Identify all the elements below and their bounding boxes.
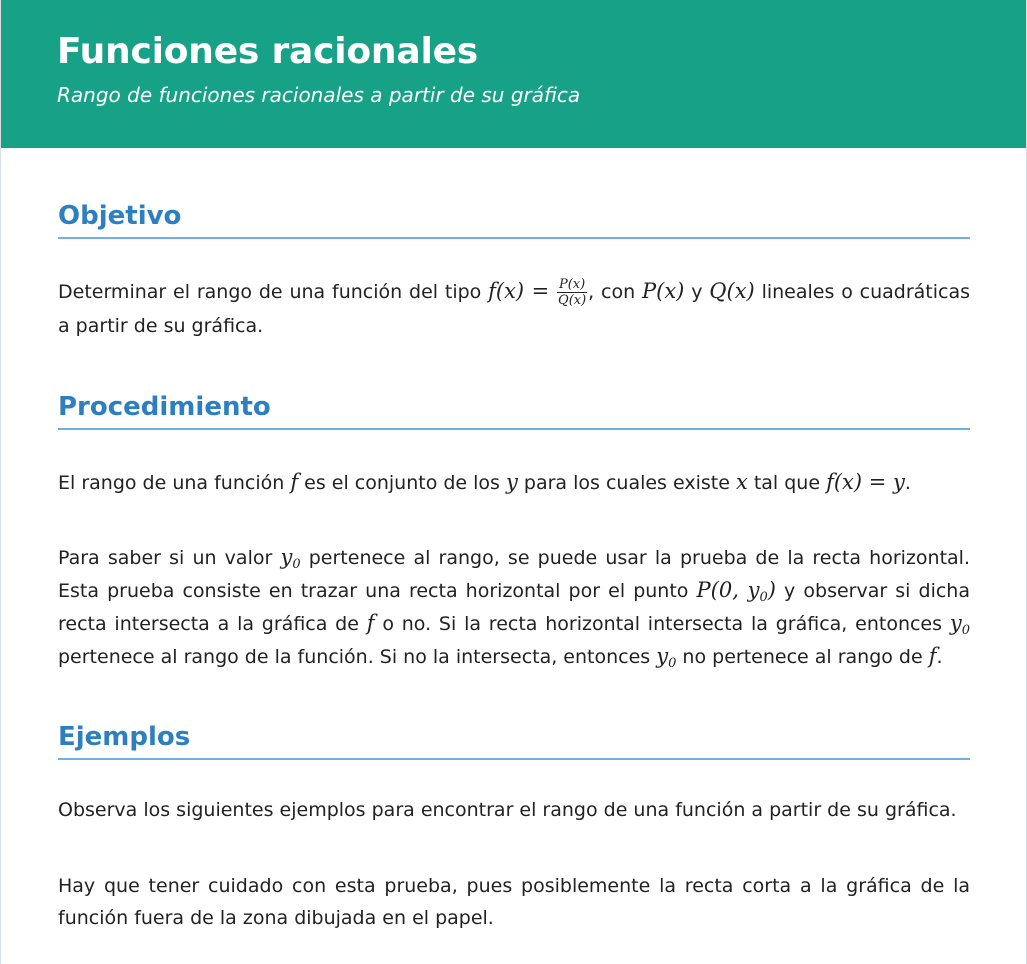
math-y0 (656, 644, 677, 671)
math-fx-equals-y: f(x) = y (826, 470, 905, 494)
page-subtitle: Rango de funciones racionales a partir de su gráfica (57, 83, 581, 107)
math-var: y (949, 611, 962, 635)
math-x: x (735, 470, 748, 494)
math-point (696, 578, 776, 605)
fraction-denominator: Q(x) (558, 293, 587, 308)
math-fx: f(x) = (488, 279, 550, 303)
text-span: pertenece al rango de la función. Si no la intersecta, entonces (58, 646, 657, 668)
text-span: . (936, 646, 943, 668)
section-heading-procedimiento: Procedimiento (58, 391, 970, 430)
math-subscript: 0 (759, 590, 768, 605)
section-heading-ejemplos: Ejemplos (58, 721, 970, 760)
section-heading-objetivo: Objetivo (58, 200, 970, 239)
math-fraction (557, 277, 587, 308)
math-var: ) (767, 578, 776, 602)
text-span: . (904, 472, 911, 494)
text-span: Para saber si un valor (58, 547, 281, 569)
text-span: y (684, 281, 710, 303)
ejemplos-paragraph-2: Hay que tener cuidado con esta prueba, pues posiblemente la recta corta a la gráfica de la función fuera de la zona dibujada en el papel. (58, 875, 970, 929)
text-span: o no. Si la recta horizontal intersecta la gráfica, entonces (374, 613, 950, 635)
math-y0 (949, 611, 970, 638)
math-y: y (506, 470, 518, 494)
math-y0 (280, 545, 301, 572)
text-span: tal que (747, 472, 827, 494)
math-var: y (656, 644, 669, 668)
fraction-numerator: P(x) (558, 277, 586, 292)
math-f: f (928, 644, 937, 668)
page-title: Funciones racionales (57, 31, 479, 72)
math-px: P(x) (642, 279, 685, 303)
page-content (1, 200, 1026, 934)
math-qx: Q(x) (709, 279, 755, 303)
math-subscript: 0 (668, 656, 677, 671)
text-span: , con (588, 281, 642, 303)
procedimiento-paragraph-2 (58, 541, 970, 673)
math-subscript: 0 (292, 557, 301, 572)
text-span: para los cuales existe (517, 472, 736, 494)
math-var: y (280, 545, 293, 569)
text-span: El rango de una función (58, 472, 291, 494)
text-span: pertenece al rango, se puede usar la prueba de la recta horizontal. Esta prueba consiste en trazar una recta horizontal por el punto (58, 547, 970, 602)
ejemplos-paragraph-1: Observa los siguientes ejemplos para encontrar el rango de una función a partir de su gráfica. (58, 799, 957, 821)
math-f: f (366, 611, 375, 635)
text-span: y observar si dicha recta intersecta a la gráfica de (58, 580, 970, 635)
math-subscript: 0 (961, 623, 970, 638)
math-var: P(0, y (696, 578, 760, 602)
text-span: no pertenece al rango de (676, 646, 929, 668)
page-header (1, 0, 1026, 148)
math-f: f (290, 470, 299, 494)
text-span: Determinar el rango de una función del tipo (58, 281, 489, 303)
objetivo-paragraph (58, 274, 970, 343)
procedimiento-paragraph-1 (58, 466, 970, 499)
text-span: lineales o cuadráticas a partir de su gráfica. (58, 281, 971, 337)
text-span: es el conjunto de los (298, 472, 506, 494)
